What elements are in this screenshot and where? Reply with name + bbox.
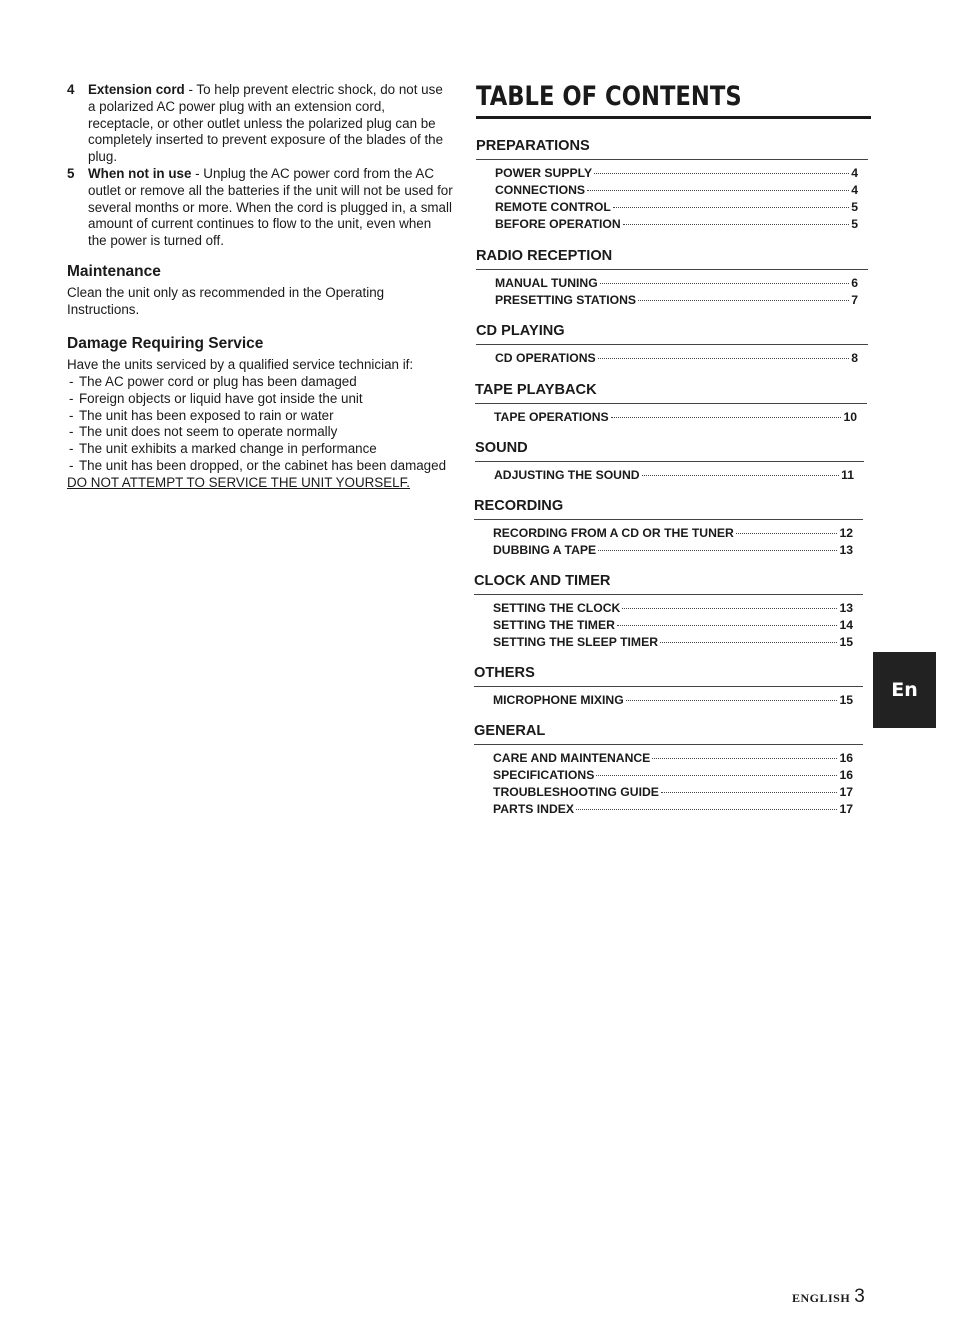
toc-section-title: SOUND [475, 440, 864, 462]
list-item: - The unit has been dropped, or the cabinet has been damaged [67, 458, 453, 475]
toc-entry [493, 768, 853, 785]
toc-entry-label: DUBBING A TAPE [493, 543, 597, 557]
toc-entry-label: TAPE OPERATIONS [494, 410, 609, 424]
dot-leader [736, 533, 838, 534]
damage-heading: Damage Requiring Service [67, 335, 264, 353]
dot-leader [638, 300, 849, 301]
toc-section [474, 665, 863, 710]
dot-leader [576, 809, 837, 810]
toc-entry-page: 8 [851, 351, 858, 365]
toc-entry-page: 7 [851, 293, 858, 307]
toc-entry [495, 183, 858, 200]
toc-entry-label: SETTING THE CLOCK [493, 601, 621, 615]
page-number: 3 [854, 1286, 865, 1307]
toc-entries [474, 751, 863, 819]
list-item: - The unit has been exposed to rain or water [67, 408, 453, 425]
toc-entry-page: 6 [851, 276, 858, 290]
dot-leader [660, 642, 837, 643]
safety-item-4 [67, 82, 453, 166]
toc-entry-page: 15 [839, 693, 853, 707]
toc-entry-page: 17 [839, 785, 853, 799]
list-item: - Foreign objects or liquid have got inside the unit [67, 391, 453, 408]
toc-entry-label: POWER SUPPLY [495, 166, 593, 180]
dot-leader [598, 550, 837, 551]
dot-leader [617, 625, 838, 626]
toc-section-title: OTHERS [474, 665, 863, 687]
toc-section-title: TAPE PLAYBACK [475, 382, 867, 404]
toc-entries [474, 526, 863, 560]
toc-entry [493, 543, 853, 560]
safety-item-5 [67, 166, 453, 250]
toc-section-title: RECORDING [474, 498, 863, 520]
dot-leader [622, 608, 837, 609]
toc-section-title: PREPARATIONS [476, 138, 868, 160]
toc-entries [475, 410, 867, 427]
toc-entry-page: 16 [839, 751, 853, 765]
toc-entry-label: REMOTE CONTROL [495, 200, 611, 214]
item-title: Extension cord [88, 82, 185, 97]
toc-entry [495, 351, 858, 368]
toc-entry [494, 410, 857, 427]
item-text: - Unplug the AC power cord from the AC outlet or remove all the batteries if the unit will not be used for several months or more. When the cord is plugged in, a small amount of current continues to flow to the unit, even when the power is turned off. [88, 165, 453, 249]
toc-entry-label: TROUBLESHOOTING GUIDE [493, 785, 659, 799]
toc-entry-label: BEFORE OPERATION [495, 217, 621, 231]
maintenance-text: Clean the unit only as recommended in the Operating Instructions. [67, 284, 385, 317]
toc-section [474, 723, 863, 819]
toc-entry-page: 15 [839, 635, 853, 649]
toc-entry-label: ADJUSTING THE SOUND [494, 468, 640, 482]
toc-entry [495, 217, 858, 234]
toc-entry [495, 200, 858, 217]
dot-leader [600, 283, 850, 284]
toc-section-title: CD PLAYING [476, 323, 868, 345]
service-warning: DO NOT ATTEMPT TO SERVICE THE UNIT YOURSELF. [67, 474, 411, 490]
dot-leader [642, 475, 840, 476]
toc-entries [476, 276, 868, 310]
dot-leader [594, 173, 849, 174]
footer-language: ENGLISH [792, 1291, 851, 1305]
toc-section [476, 248, 868, 310]
list-item: - The unit exhibits a marked change in performance [67, 441, 453, 458]
toc-section [475, 382, 867, 427]
toc-entry [493, 802, 853, 819]
damage-list [67, 374, 453, 475]
toc-entry [493, 635, 853, 652]
toc-entry-label: MANUAL TUNING [495, 276, 598, 290]
toc-entry-label: SETTING THE TIMER [493, 618, 615, 632]
dot-leader [587, 190, 849, 191]
toc-entry [493, 751, 853, 768]
toc-entry-page: 14 [839, 618, 853, 632]
maintenance-heading: Maintenance [67, 262, 161, 280]
toc-title: TABLE OF CONTENTS [476, 81, 742, 112]
item-title: When not in use [88, 165, 192, 181]
item-text: - To help prevent electric shock, do not use a polarized AC power plug with an extension cord, receptacle, or other outlet unless the polarized plug can be completely inserted to prevent exposure of the blades of the plug. [88, 82, 444, 165]
toc-entry [493, 785, 853, 802]
dot-leader [623, 224, 850, 225]
toc-entry-page: 13 [839, 601, 853, 615]
toc-entry-label: MICROPHONE MIXING [493, 693, 624, 707]
toc-entries [474, 601, 863, 652]
toc-entries [476, 351, 868, 368]
toc-entry [493, 526, 853, 543]
toc-entry-page: 5 [851, 217, 858, 231]
toc-section [474, 498, 863, 560]
toc-entry-label: SPECIFICATIONS [493, 768, 595, 782]
toc-entry-page: 4 [851, 183, 858, 197]
toc-entry-page: 10 [843, 410, 857, 424]
list-item: - The unit does not seem to operate normally [67, 424, 453, 441]
toc-entries [474, 693, 863, 710]
toc-section-title: RADIO RECEPTION [476, 248, 868, 270]
toc-entry [495, 293, 858, 310]
toc-title-rule [476, 116, 871, 119]
toc-entry-page: 17 [839, 802, 853, 816]
toc-entries [475, 468, 864, 485]
toc-entries [476, 166, 868, 234]
toc-entry [495, 276, 858, 293]
toc-section-title: GENERAL [474, 723, 863, 745]
dot-leader [661, 792, 838, 793]
left-column [67, 82, 453, 492]
toc-entry [494, 468, 854, 485]
dot-leader [613, 207, 849, 208]
damage-intro: Have the units serviced by a qualified service technician if: [67, 357, 414, 373]
toc-entry-page: 11 [841, 468, 854, 482]
toc-section [476, 323, 868, 368]
item-number: 4 [67, 82, 75, 97]
page-footer [792, 1286, 865, 1308]
dot-leader [598, 358, 850, 359]
toc-entry-label: CONNECTIONS [495, 183, 586, 197]
toc-entry-label: PRESETTING STATIONS [495, 293, 637, 307]
toc-entry [493, 618, 853, 635]
toc-entry [495, 166, 858, 183]
toc-section [474, 573, 863, 652]
toc-section-title: CLOCK AND TIMER [474, 573, 863, 595]
toc-entry-page: 5 [851, 200, 858, 214]
toc-section [475, 440, 864, 485]
toc-entry [493, 601, 853, 618]
toc-entry [493, 693, 853, 710]
list-item: - The AC power cord or plug has been damaged [67, 374, 453, 391]
dot-leader [596, 775, 837, 776]
toc-entry-page: 16 [839, 768, 853, 782]
toc-entry-label: SETTING THE SLEEP TIMER [493, 635, 659, 649]
toc-entry-label: PARTS INDEX [493, 802, 575, 816]
toc-entry-label: CARE AND MAINTENANCE [493, 751, 651, 765]
item-number: 5 [67, 165, 75, 181]
dot-leader [626, 700, 838, 701]
toc-entry-page: 12 [839, 526, 853, 540]
table-of-contents [474, 80, 866, 816]
language-tab: En [873, 652, 936, 728]
dot-leader [611, 417, 842, 418]
dot-leader [652, 758, 837, 759]
toc-section [476, 138, 868, 234]
toc-entry-page: 13 [839, 543, 853, 557]
toc-entry-label: CD OPERATIONS [495, 351, 596, 365]
toc-entry-label: RECORDING FROM A CD OR THE TUNER [493, 526, 734, 540]
toc-entry-page: 4 [851, 166, 858, 180]
